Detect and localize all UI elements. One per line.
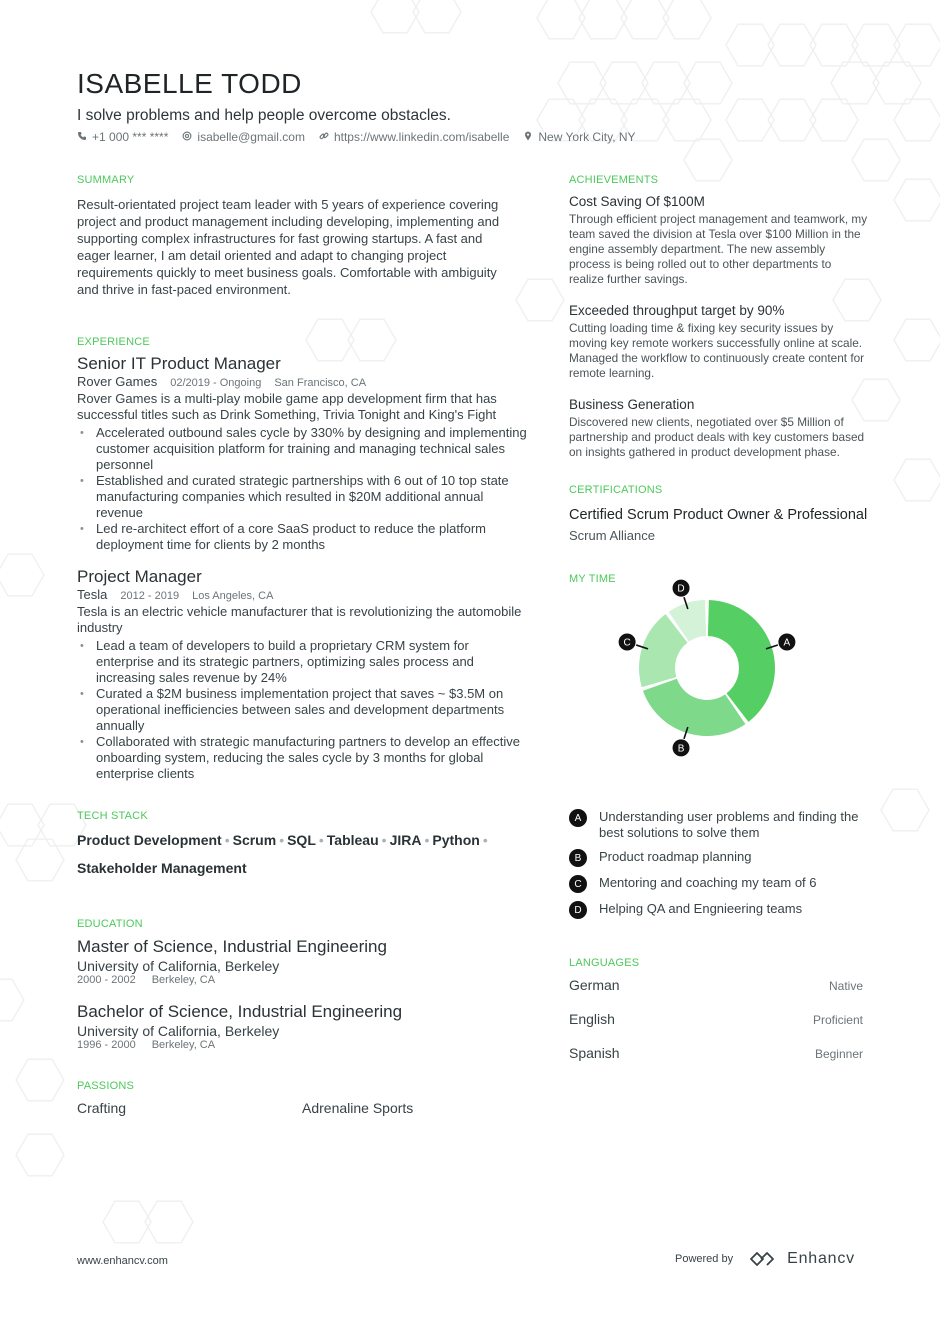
job-description: Rover Games is a multi-play mobile game app development firm that has successful titles such as Drink Something, Trivia Tonight and King's Fight [77, 391, 497, 422]
legend-badge: B [569, 849, 587, 867]
certification-org: Scrum Alliance [569, 528, 655, 543]
powered-by-label: Powered by [675, 1253, 734, 1265]
legend-item [569, 809, 869, 841]
passions-section [77, 1080, 527, 1116]
job-company: Tesla [77, 587, 108, 602]
contact-row [77, 130, 636, 144]
tech-stack-list [77, 826, 507, 882]
my-time-section [569, 573, 869, 919]
achievement-title: Business Generation [569, 397, 695, 412]
my-time-donut-chart [569, 583, 869, 779]
language-level: Native [828, 979, 863, 993]
job-bullet: • Established and curated strategic partnerships with 6 out of 10 top state manufacturing companies which resulted in $20M additional annual revenue [77, 473, 527, 521]
tech-stack-item: Scrum [232, 832, 277, 848]
enhancv-brand-text: Enhancv [787, 1250, 855, 1267]
my-time-chart [569, 583, 869, 779]
education-meta [77, 1039, 527, 1052]
legend-badge: A [569, 809, 587, 827]
passions-list [77, 1100, 527, 1116]
summary-text: Result-orientated project team leader with 5 years of experience covering project and product management including developing, implementing and supporting complex infrastructures for fast growing startups. A fast and eager learner, I am detail oriented and adapt to changing project requirements quickly to meet business goals. Comfortable with ambiguity and thrive in fast-paced environment. [77, 197, 500, 297]
achievement-text: Discovered new clients, negotiated over $5 Million of partnership and product deals with key customers based on insights gathered in product development phase. [569, 415, 865, 459]
contact-email[interactable] [182, 130, 305, 144]
tech-stack-item: SQL [287, 832, 316, 848]
legend-text: Product roadmap planning [599, 849, 752, 864]
language-row [569, 1011, 863, 1027]
experience-section [77, 336, 527, 782]
contact-linkedin-text: https://www.linkedin.com/isabelle [333, 130, 510, 144]
achievement-title: Exceeded throughput target by 90% [569, 303, 785, 318]
legend-badge: C [569, 875, 587, 893]
job-dates: 02/2019 - Ongoing [170, 377, 262, 389]
education-degree: Master of Science, Industrial Engineering [77, 937, 387, 956]
certifications-section [569, 484, 869, 543]
job-location: San Francisco, CA [274, 377, 367, 389]
summary-title: SUMMARY [77, 174, 135, 186]
tech-stack-section [77, 810, 527, 882]
donut-slice-b [643, 679, 745, 736]
right-column [569, 174, 869, 1079]
education-meta [77, 974, 527, 987]
separator-dot: • [224, 832, 230, 848]
donut-label-text: A [783, 637, 791, 649]
job-company: Rover Games [77, 374, 158, 389]
enhancv-logo [749, 1250, 855, 1268]
languages-title: LANGUAGES [569, 957, 640, 969]
tech-stack-title: TECH STACK [77, 810, 148, 822]
achievement-text: Through efficient project management and teamwork, my team saved the division at Tesla over $100 Million in the engine assembly department. The new assembly process is being rolled out to other departments to realize further savings. [569, 212, 868, 286]
contact-phone [77, 130, 168, 144]
languages-section [569, 957, 869, 1061]
candidate-name: ISABELLE TODD [77, 68, 302, 99]
legend-item [569, 875, 869, 893]
education-school: University of California, Berkeley [77, 1023, 280, 1039]
job-title: Project Manager [77, 567, 202, 586]
tech-stack-item: Stakeholder Management [77, 860, 247, 876]
tech-stack-item: Python [432, 832, 480, 848]
job-bullet: • Curated a $2M business implementation project that saves ~ $3.5M on operational inefficiencies between sales and development departments annually [77, 686, 527, 734]
education-title: EDUCATION [77, 918, 143, 930]
tech-stack-item: JIRA [389, 832, 422, 848]
language-name: English [569, 1011, 615, 1027]
separator-dot: • [318, 832, 324, 848]
certification-title: Certified Scrum Product Owner & Professional [569, 507, 868, 523]
job-meta [77, 587, 527, 604]
education-dates: 1996 - 2000 [77, 1039, 136, 1051]
legend-text: Understanding user problems and finding the best solutions to solve them [599, 809, 859, 840]
education-dates: 2000 - 2002 [77, 974, 136, 986]
education-degree: Bachelor of Science, Industrial Engineering [77, 1002, 403, 1021]
tech-stack-item: Product Development [77, 832, 222, 848]
legend-item [569, 849, 869, 867]
job-meta [77, 374, 527, 391]
education-location: Berkeley, CA [151, 1039, 216, 1051]
tech-stack-item: Tableau [326, 832, 379, 848]
education-section [77, 918, 527, 1052]
footer-website[interactable]: www.enhancv.com [77, 1255, 168, 1267]
achievement-item [569, 395, 869, 460]
donut-label-text: B [677, 743, 685, 755]
job-bullet: • Collaborated with strategic manufacturing partners to develop an effective onboarding system, reducing the sales cycle by 3 months for global enterprise clients [77, 734, 527, 782]
left-column [77, 174, 527, 1116]
my-time-legend [569, 809, 869, 919]
summary-section [77, 174, 527, 298]
tagline: I solve problems and help people overcome obstacles. [77, 107, 451, 124]
separator-dot: • [279, 832, 285, 848]
contact-phone-text: +1 000 *** **** [92, 130, 169, 144]
legend-badge: D [569, 901, 587, 919]
separator-dot: • [381, 832, 387, 848]
footer-branding [675, 1250, 855, 1268]
my-time-title: MY TIME [569, 573, 616, 585]
job-entry [77, 567, 527, 782]
legend-item [569, 901, 869, 919]
certifications-title: CERTIFICATIONS [569, 484, 663, 496]
language-level: Proficient [812, 1013, 863, 1027]
legend-text: Mentoring and coaching my team of 6 [599, 875, 817, 890]
passions-title: PASSIONS [77, 1080, 135, 1092]
language-row [569, 1045, 863, 1061]
contact-linkedin[interactable] [319, 130, 509, 144]
donut-label-text: C [623, 637, 631, 649]
achievements-title: ACHIEVEMENTS [569, 174, 659, 186]
education-location: Berkeley, CA [151, 974, 216, 986]
experience-title: EXPERIENCE [77, 336, 150, 348]
job-bullet: • Led re-architect effort of a core SaaS product to reduce the platform deployment time for clients by 2 months [77, 521, 527, 553]
job-title: Senior IT Product Manager [77, 354, 281, 373]
education-entry [77, 1001, 527, 1052]
contact-email-text: isabelle@gmail.com [197, 130, 305, 144]
job-location: Los Angeles, CA [192, 590, 274, 602]
separator-dot: • [482, 832, 488, 848]
language-row [569, 977, 863, 993]
contact-location [523, 130, 635, 144]
at-icon [182, 130, 192, 144]
language-level: Beginner [814, 1047, 863, 1061]
education-entry [77, 936, 527, 987]
contact-location-text: New York City, NY [538, 130, 636, 144]
job-dates: 2012 - 2019 [120, 590, 180, 602]
achievement-item [569, 301, 869, 381]
location-pin-icon [523, 130, 533, 144]
language-name: German [569, 977, 620, 993]
passion-item: Crafting [77, 1100, 127, 1116]
legend-text: Helping QA and Engnieering teams [599, 901, 803, 916]
job-bullets [77, 638, 527, 782]
phone-icon [77, 130, 87, 144]
achievement-item [569, 192, 869, 287]
job-entry [77, 354, 527, 553]
link-icon [319, 130, 329, 144]
passion-item: Adrenaline Sports [302, 1100, 414, 1116]
achievement-text: Cutting loading time & fixing key security issues by moving key remote workers successfully online at scale. Managed the workflow to continuously create content for remote learning. [569, 321, 865, 380]
donut-label-text: D [677, 583, 685, 595]
achievements-section [569, 174, 869, 460]
job-bullet: • Accelerated outbound sales cycle by 330% by designing and implementing customer acquisition platform for training and managing technical sales personnel [77, 425, 527, 473]
language-name: Spanish [569, 1045, 620, 1061]
job-description: Tesla is an electric vehicle manufacturer that is revolutionizing the automobile industry [77, 604, 522, 635]
job-bullet: • Lead a team of developers to build a proprietary CRM system for enterprise and its strategic partners, optimizing sales process and increasing sales revenue by 24% [77, 638, 527, 686]
separator-dot: • [424, 832, 430, 848]
enhancv-logo-icon [749, 1251, 781, 1267]
job-bullets [77, 425, 527, 553]
education-school: University of California, Berkeley [77, 958, 280, 974]
achievement-title: Cost Saving Of $100M [569, 194, 705, 209]
